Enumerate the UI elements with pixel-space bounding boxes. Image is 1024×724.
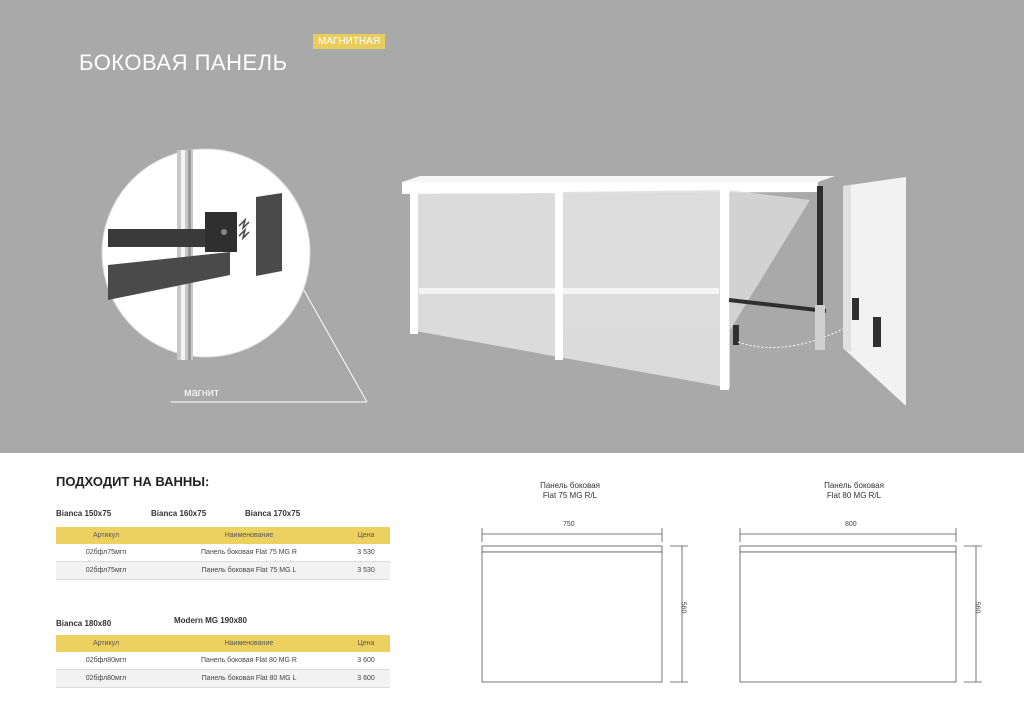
table-row bbox=[56, 544, 390, 562]
width-dimension: 800 bbox=[845, 521, 857, 528]
header-article: Артикул bbox=[92, 640, 120, 647]
panel-drawing-75 bbox=[470, 520, 700, 690]
drawing-title-75 bbox=[520, 481, 620, 501]
header-article: Артикул bbox=[92, 532, 120, 539]
cell-price: 3 530 bbox=[357, 567, 375, 574]
table-row bbox=[56, 652, 390, 670]
cell-price: 3 530 bbox=[357, 549, 375, 556]
drawing-title-80 bbox=[804, 481, 904, 501]
cell-name: Панель боковая Flat 80 MG L bbox=[201, 675, 297, 682]
model-name: Bianca 170x75 bbox=[245, 509, 301, 518]
price-table-75 bbox=[56, 527, 390, 580]
magnet-closeup bbox=[102, 149, 310, 360]
cell-name: Панель боковая Flat 75 MG L bbox=[201, 567, 297, 574]
cell-article: 02бфл75мгп bbox=[85, 549, 127, 556]
header-price: Цена bbox=[357, 532, 375, 539]
width-dimension: 750 bbox=[563, 521, 575, 528]
panel-drawing-80 bbox=[730, 520, 990, 690]
cell-article: 02бфл80мгл bbox=[85, 675, 127, 682]
drawing-title-line: Панель боковая bbox=[824, 481, 884, 490]
bathtub-image bbox=[402, 176, 906, 406]
height-dimension: 560 bbox=[679, 601, 687, 614]
magnetic-badge: МАГНИТНАЯ bbox=[313, 34, 385, 49]
table-row bbox=[56, 670, 390, 688]
model-name: Modern MG 190x80 bbox=[174, 616, 247, 625]
table-row bbox=[56, 562, 390, 580]
price-table-80 bbox=[56, 635, 390, 688]
cell-name: Панель боковая Flat 80 MG R bbox=[201, 657, 297, 664]
model-name: Bianca 180x80 bbox=[56, 619, 112, 628]
cell-name: Панель боковая Flat 75 MG R bbox=[201, 549, 297, 556]
model-name: Bianca 150x75 bbox=[56, 509, 112, 518]
height-dimension: 560 bbox=[973, 601, 981, 614]
page-title: БОКОВАЯ ПАНЕЛЬ bbox=[79, 50, 288, 75]
cell-article: 02бфл75мгл bbox=[85, 567, 127, 574]
header-name: Наименование bbox=[224, 640, 274, 647]
drawing-model-line: Flat 80 MG R/L bbox=[826, 491, 882, 500]
header-name: Наименование bbox=[224, 532, 274, 539]
fits-title: ПОДХОДИТ НА ВАННЫ: bbox=[56, 474, 210, 489]
magnet-label: магнит bbox=[184, 387, 219, 399]
drawing-title-line: Панель боковая bbox=[540, 481, 600, 490]
drawing-model-line: Flat 75 MG R/L bbox=[542, 491, 598, 500]
cell-price: 3 600 bbox=[357, 657, 375, 664]
model-name: Bianca 160x75 bbox=[151, 509, 207, 518]
cell-article: 02бфл80мгп bbox=[85, 657, 127, 664]
table-header bbox=[56, 635, 390, 652]
header-price: Цена bbox=[357, 640, 375, 647]
table-header bbox=[56, 527, 390, 544]
cell-price: 3 600 bbox=[357, 675, 375, 682]
